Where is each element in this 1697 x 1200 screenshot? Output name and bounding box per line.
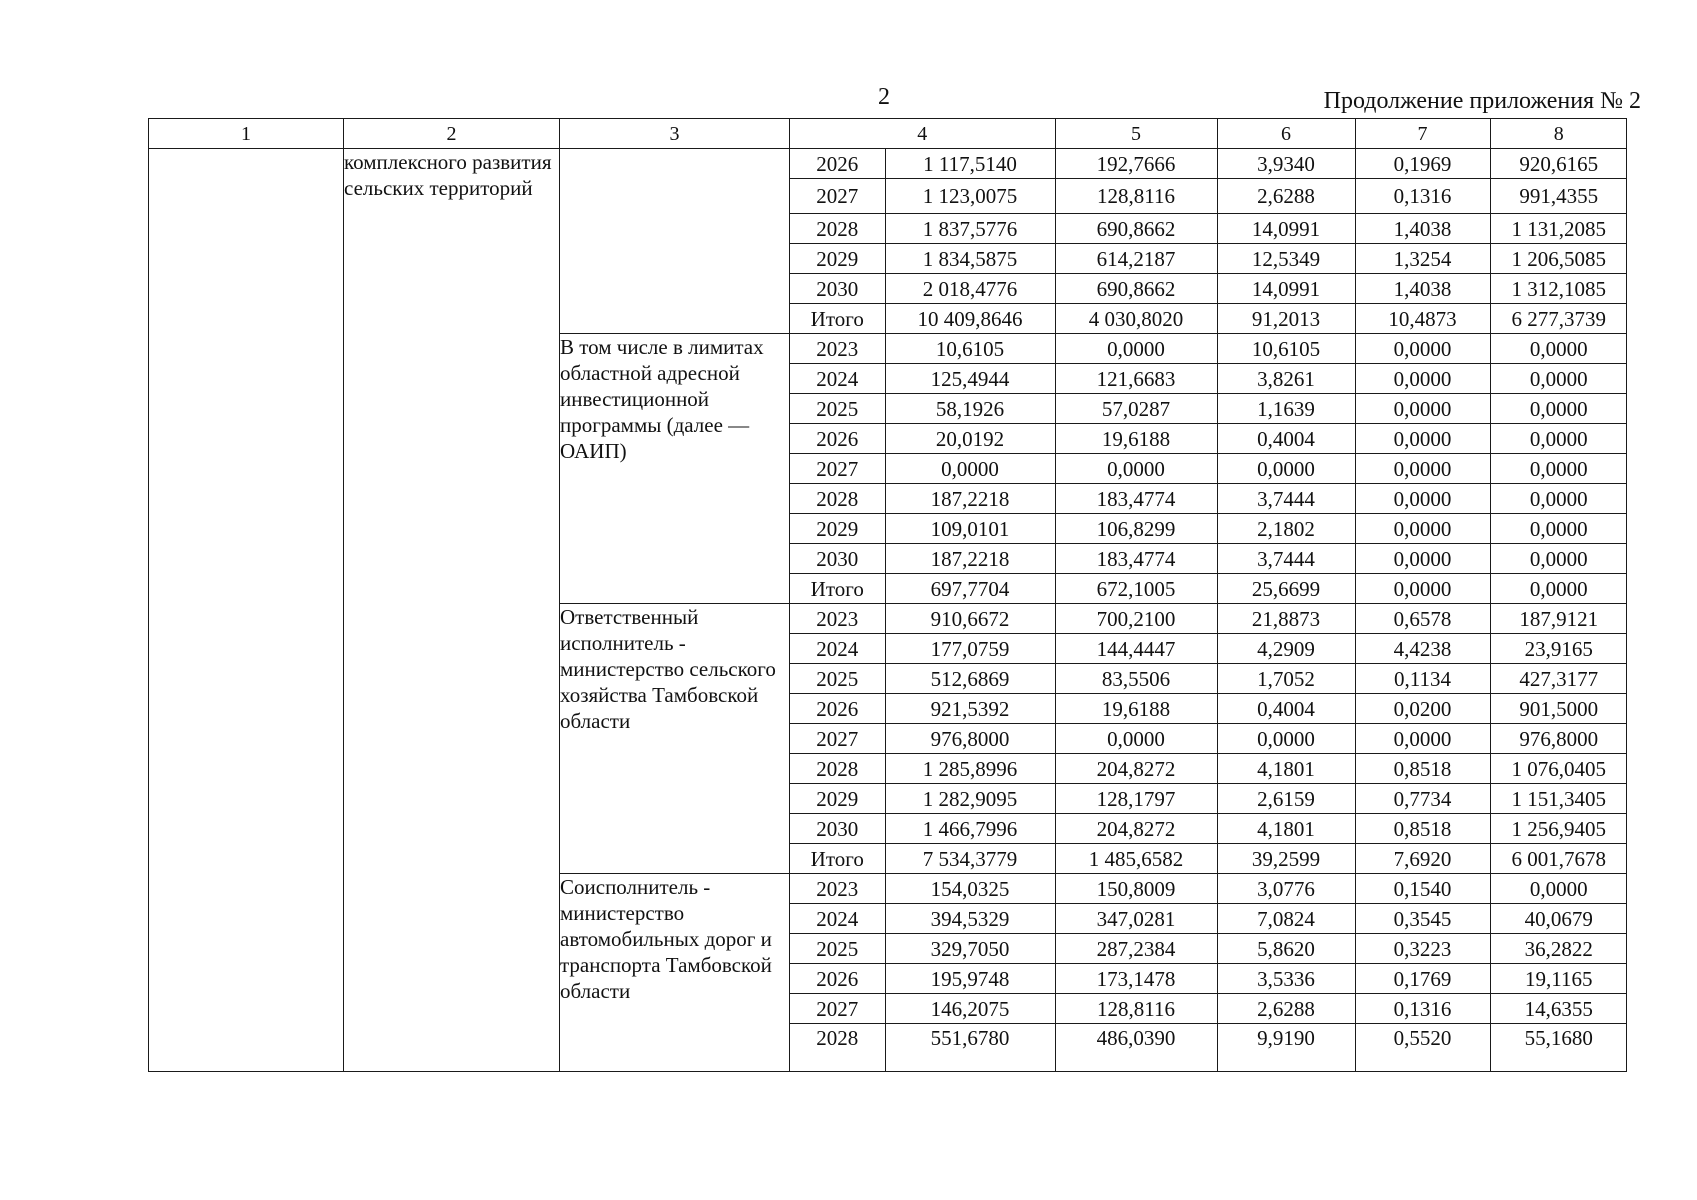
extra-cell: 19,1165 — [1490, 964, 1627, 994]
local-cell: 0,1134 — [1355, 664, 1490, 694]
total-cell: 1 117,5140 — [885, 149, 1055, 179]
year-cell: 2026 — [790, 149, 885, 179]
appendix-continuation: Продолжение приложения № 2 — [1323, 88, 1641, 114]
total-cell: 1 837,5776 — [885, 214, 1055, 244]
total-cell: 1 282,9095 — [885, 784, 1055, 814]
federal-cell: 128,8116 — [1055, 179, 1217, 214]
total-cell: 154,0325 — [885, 874, 1055, 904]
total-cell: 146,2075 — [885, 994, 1055, 1024]
local-cell: 4,4238 — [1355, 634, 1490, 664]
local-cell: 0,3223 — [1355, 934, 1490, 964]
local-cell: 0,0000 — [1355, 364, 1490, 394]
federal-cell: 4 030,8020 — [1055, 304, 1217, 334]
extra-cell: 976,8000 — [1490, 724, 1627, 754]
year-cell: 2029 — [790, 244, 885, 274]
year-cell: 2026 — [790, 424, 885, 454]
local-cell: 0,1316 — [1355, 179, 1490, 214]
extra-cell: 6 001,7678 — [1511, 846, 1606, 871]
table-row — [790, 634, 1627, 664]
local-cell: 0,0000 — [1355, 544, 1490, 574]
regional-cell: 0,4004 — [1217, 424, 1355, 454]
extra-cell: 1 076,0405 — [1490, 754, 1627, 784]
table-row — [790, 724, 1627, 754]
header-subtable — [790, 119, 1627, 148]
total-cell: 329,7050 — [885, 934, 1055, 964]
year-cell: Итого — [790, 844, 885, 874]
table-row — [790, 179, 1627, 214]
table-row — [790, 904, 1627, 934]
total-cell: 1 285,8996 — [885, 754, 1055, 784]
total-cell: 910,6672 — [885, 604, 1055, 634]
year-cell: 2027 — [790, 994, 885, 1024]
total-cell: 0,0000 — [885, 454, 1055, 484]
regional-cell: 9,9190 — [1217, 1024, 1355, 1072]
extra-cell: 0,0000 — [1490, 424, 1627, 454]
table-row — [790, 394, 1627, 424]
local-cell: 0,5520 — [1355, 1024, 1490, 1072]
extra-cell: 920,6165 — [1490, 149, 1627, 179]
total-cell: 1 123,0075 — [885, 179, 1055, 214]
local-cell: 0,0000 — [1355, 424, 1490, 454]
header-row — [149, 119, 1627, 149]
header-col-4: 4 — [790, 119, 1055, 148]
extra-cell: 40,0679 — [1490, 904, 1627, 934]
federal-cell: 486,0390 — [1055, 1024, 1217, 1072]
local-cell: 1,4038 — [1355, 214, 1490, 244]
federal-cell: 57,0287 — [1055, 394, 1217, 424]
federal-cell: 106,8299 — [1055, 514, 1217, 544]
regional-cell: 1,7052 — [1217, 664, 1355, 694]
values-subtable — [790, 334, 1627, 603]
local-cell: 0,0000 — [1355, 724, 1490, 754]
total-cell: 394,5329 — [885, 904, 1055, 934]
regional-cell: 10,6105 — [1217, 334, 1355, 364]
local-cell: 1,3254 — [1355, 244, 1490, 274]
extra-cell: 901,5000 — [1490, 694, 1627, 724]
federal-cell: 347,0281 — [1055, 904, 1217, 934]
federal-cell: 128,8116 — [1055, 994, 1217, 1024]
total-cell: 109,0101 — [885, 514, 1055, 544]
regional-cell: 0,0000 — [1217, 454, 1355, 484]
local-cell: 0,7734 — [1355, 784, 1490, 814]
federal-cell: 614,2187 — [1055, 244, 1217, 274]
regional-cell: 3,7444 — [1217, 544, 1355, 574]
table-row — [790, 784, 1627, 814]
year-cell: 2025 — [790, 934, 885, 964]
total-cell: 195,9748 — [885, 964, 1055, 994]
table-row — [790, 149, 1627, 179]
year-cell: 2028 — [790, 214, 885, 244]
year-cell: 2028 — [790, 484, 885, 514]
regional-cell: 4,1801 — [1217, 814, 1355, 844]
regional-cell: 4,2909 — [1217, 634, 1355, 664]
federal-cell: 204,8272 — [1055, 814, 1217, 844]
year-cell: 2025 — [790, 394, 885, 424]
local-cell: 0,8518 — [1355, 754, 1490, 784]
table-row — [790, 334, 1627, 364]
total-cell: 976,8000 — [885, 724, 1055, 754]
extra-cell: 6 277,3739 — [1511, 306, 1606, 331]
regional-cell: 12,5349 — [1217, 244, 1355, 274]
regional-cell: 3,5336 — [1217, 964, 1355, 994]
regional-cell: 4,1801 — [1217, 754, 1355, 784]
federal-cell: 1 485,6582 — [1055, 844, 1217, 874]
total-cell: 10 409,8646 — [885, 304, 1055, 334]
table-row — [790, 994, 1627, 1024]
regional-cell: 7,0824 — [1217, 904, 1355, 934]
total-cell: 20,0192 — [885, 424, 1055, 454]
table-row — [790, 484, 1627, 514]
group-values — [790, 334, 1627, 604]
header-col-1: 1 — [149, 119, 344, 149]
budget-table — [148, 118, 1627, 1072]
year-cell: 2024 — [790, 904, 885, 934]
year-cell: 2027 — [790, 724, 885, 754]
federal-cell: 183,4774 — [1055, 484, 1217, 514]
table-row — [790, 424, 1627, 454]
table-row — [790, 214, 1627, 244]
header-col-3: 3 — [560, 119, 790, 149]
federal-cell: 690,8662 — [1055, 274, 1217, 304]
group-label: Соисполнитель - министерство автомобильных дорог и транспорта Тамбовской области — [560, 874, 790, 1072]
extra-cell: 55,1680 — [1524, 1026, 1593, 1050]
values-subtable — [790, 604, 1627, 873]
extra-cell: 0,0000 — [1490, 334, 1627, 364]
extra-cell: 0,0000 — [1490, 454, 1627, 484]
local-cell: 7,6920 — [1355, 844, 1490, 874]
extra-cell: 0,0000 — [1490, 874, 1627, 904]
year-cell: 2026 — [790, 694, 885, 724]
year-cell: 2029 — [790, 784, 885, 814]
table-row — [790, 274, 1627, 304]
extra-cell: 1 151,3405 — [1490, 784, 1627, 814]
header-col-5: 5 — [1055, 119, 1217, 148]
extra-cell: 0,0000 — [1490, 514, 1627, 544]
group-label: В том числе в лимитах областной адресной инвестиционной программы (далее — ОАИП) — [560, 334, 790, 604]
total-cell: 125,4944 — [885, 364, 1055, 394]
local-cell: 0,0200 — [1355, 694, 1490, 724]
local-cell: 0,1769 — [1355, 964, 1490, 994]
regional-cell: 25,6699 — [1217, 574, 1355, 604]
total-cell: 58,1926 — [885, 394, 1055, 424]
local-cell: 0,3545 — [1355, 904, 1490, 934]
extra-cell: 23,9165 — [1490, 634, 1627, 664]
federal-cell: 672,1005 — [1055, 574, 1217, 604]
table-row — [790, 514, 1627, 544]
local-cell: 0,0000 — [1355, 334, 1490, 364]
regional-cell: 39,2599 — [1217, 844, 1355, 874]
federal-cell: 0,0000 — [1055, 454, 1217, 484]
local-cell: 0,0000 — [1355, 514, 1490, 544]
local-cell: 10,4873 — [1355, 304, 1490, 334]
year-cell: 2027 — [790, 179, 885, 214]
extra-cell: 0,0000 — [1529, 576, 1588, 601]
group-values — [790, 604, 1627, 874]
regional-cell: 2,1802 — [1217, 514, 1355, 544]
regional-cell: 1,1639 — [1217, 394, 1355, 424]
regional-cell: 14,0991 — [1217, 214, 1355, 244]
extra-cell: 0,0000 — [1490, 394, 1627, 424]
table-row — [790, 934, 1627, 964]
local-cell: 0,6578 — [1355, 604, 1490, 634]
federal-cell: 19,6188 — [1055, 694, 1217, 724]
year-cell: 2026 — [790, 964, 885, 994]
year-cell: 2023 — [790, 334, 885, 364]
total-cell: 10,6105 — [885, 334, 1055, 364]
extra-cell: 0,0000 — [1490, 544, 1627, 574]
regional-cell: 0,0000 — [1217, 724, 1355, 754]
table-row — [790, 364, 1627, 394]
extra-cell: 0,0000 — [1490, 364, 1627, 394]
regional-cell: 3,7444 — [1217, 484, 1355, 514]
regional-cell: 2,6288 — [1217, 994, 1355, 1024]
federal-cell: 0,0000 — [1055, 334, 1217, 364]
regional-cell: 14,0991 — [1217, 274, 1355, 304]
federal-cell: 287,2384 — [1055, 934, 1217, 964]
regional-cell: 21,8873 — [1217, 604, 1355, 634]
total-cell: 1 466,7996 — [885, 814, 1055, 844]
total-cell: 7 534,3779 — [885, 844, 1055, 874]
header-col-6: 6 — [1217, 119, 1355, 148]
regional-cell: 3,0776 — [1217, 874, 1355, 904]
table-row — [790, 664, 1627, 694]
regional-cell: 3,9340 — [1217, 149, 1355, 179]
extra-cell: 0,0000 — [1490, 484, 1627, 514]
regional-cell: 2,6288 — [1217, 179, 1355, 214]
year-cell: 2025 — [790, 664, 885, 694]
federal-cell: 83,5506 — [1055, 664, 1217, 694]
federal-cell: 690,8662 — [1055, 214, 1217, 244]
header-col-8: 8 — [1553, 122, 1564, 145]
extra-cell: 427,3177 — [1490, 664, 1627, 694]
local-cell: 0,1540 — [1355, 874, 1490, 904]
extra-cell: 187,9121 — [1490, 604, 1627, 634]
values-subtable — [790, 874, 1627, 1071]
total-cell: 551,6780 — [885, 1024, 1055, 1072]
federal-cell: 0,0000 — [1055, 724, 1217, 754]
local-cell: 1,4038 — [1355, 274, 1490, 304]
year-cell: Итого — [790, 304, 885, 334]
extra-cell: 991,4355 — [1490, 179, 1627, 214]
local-cell: 0,1316 — [1355, 994, 1490, 1024]
table-row — [790, 244, 1627, 274]
regional-cell: 2,6159 — [1217, 784, 1355, 814]
year-cell: 2028 — [790, 754, 885, 784]
year-cell: 2030 — [790, 814, 885, 844]
regional-cell: 5,8620 — [1217, 934, 1355, 964]
table-row — [790, 1024, 1627, 1072]
year-cell: 2024 — [790, 634, 885, 664]
total-cell: 187,2218 — [885, 484, 1055, 514]
group-values — [790, 874, 1627, 1072]
local-cell: 0,0000 — [1355, 484, 1490, 514]
values-subtable — [790, 149, 1627, 333]
extra-cell: 36,2822 — [1490, 934, 1627, 964]
local-cell: 0,1969 — [1355, 149, 1490, 179]
federal-cell: 19,6188 — [1055, 424, 1217, 454]
year-cell: 2028 — [790, 1024, 885, 1072]
table-row — [790, 544, 1627, 574]
table-row — [790, 754, 1627, 784]
table-row — [790, 874, 1627, 904]
year-cell: 2029 — [790, 514, 885, 544]
year-cell: 2023 — [790, 874, 885, 904]
regional-cell: 3,8261 — [1217, 364, 1355, 394]
total-cell: 2 018,4776 — [885, 274, 1055, 304]
table-row — [790, 574, 1627, 604]
year-cell: 2027 — [790, 454, 885, 484]
measure-name: комплексного развития сельских территорий — [344, 149, 560, 1072]
total-cell: 1 834,5875 — [885, 244, 1055, 274]
federal-cell: 173,1478 — [1055, 964, 1217, 994]
group-values — [790, 149, 1627, 334]
extra-cell: 1 206,5085 — [1490, 244, 1627, 274]
table-row — [790, 814, 1627, 844]
table-row — [790, 844, 1627, 874]
total-cell: 512,6869 — [885, 664, 1055, 694]
header-col-2: 2 — [344, 119, 560, 149]
federal-cell: 150,8009 — [1055, 874, 1217, 904]
table-body — [149, 149, 1627, 1072]
federal-cell: 183,4774 — [1055, 544, 1217, 574]
regional-cell: 91,2013 — [1217, 304, 1355, 334]
group-label — [560, 149, 790, 334]
header-col-7: 7 — [1355, 119, 1490, 148]
page-number: 2 — [878, 84, 890, 110]
total-cell: 697,7704 — [885, 574, 1055, 604]
local-cell: 0,0000 — [1355, 454, 1490, 484]
year-cell: Итого — [790, 574, 885, 604]
local-cell: 0,0000 — [1355, 574, 1490, 604]
col1-cell — [149, 149, 344, 1072]
year-cell: 2024 — [790, 364, 885, 394]
total-cell: 187,2218 — [885, 544, 1055, 574]
extra-cell: 1 131,2085 — [1490, 214, 1627, 244]
table-row — [790, 304, 1627, 334]
local-cell: 0,0000 — [1355, 394, 1490, 424]
federal-cell: 192,7666 — [1055, 149, 1217, 179]
year-cell: 2030 — [790, 274, 885, 304]
table-row — [790, 964, 1627, 994]
regional-cell: 0,4004 — [1217, 694, 1355, 724]
extra-cell: 1 256,9405 — [1490, 814, 1627, 844]
local-cell: 0,8518 — [1355, 814, 1490, 844]
federal-cell: 128,1797 — [1055, 784, 1217, 814]
federal-cell: 700,2100 — [1055, 604, 1217, 634]
total-cell: 177,0759 — [885, 634, 1055, 664]
table-row — [790, 694, 1627, 724]
total-cell: 921,5392 — [885, 694, 1055, 724]
extra-cell: 1 312,1085 — [1490, 274, 1627, 304]
group-label: Ответственный исполнитель - министерство сельского хозяйства Тамбовской области — [560, 604, 790, 874]
federal-cell: 144,4447 — [1055, 634, 1217, 664]
extra-cell: 14,6355 — [1490, 994, 1627, 1024]
year-cell: 2030 — [790, 544, 885, 574]
federal-cell: 204,8272 — [1055, 754, 1217, 784]
table-row — [790, 604, 1627, 634]
table-row — [790, 454, 1627, 484]
federal-cell: 121,6683 — [1055, 364, 1217, 394]
year-cell: 2023 — [790, 604, 885, 634]
